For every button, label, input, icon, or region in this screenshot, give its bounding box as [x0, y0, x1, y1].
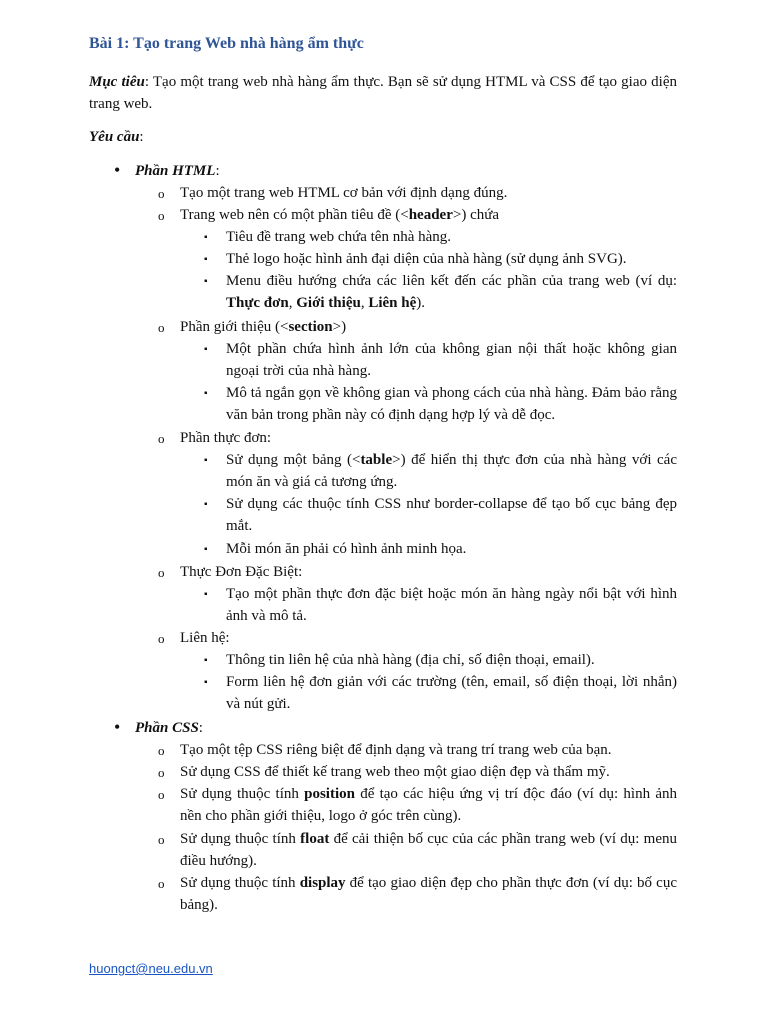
list-item: Một phần chứa hình ảnh lớn của không gian nội thất hoặc không gian ngoại trời của nhà hàng.	[226, 341, 677, 379]
bullet-icon: o	[158, 765, 165, 780]
list-item: Tạo một tệp CSS riêng biệt để định dạng và trang trí trang web của bạn.	[180, 742, 612, 758]
bullet-icon: ▪	[204, 589, 208, 600]
list-item: Thực Đơn Đặc Biệt:	[180, 564, 303, 580]
bullet-icon: ▪	[204, 499, 208, 510]
bullet-icon: ▪	[204, 677, 208, 688]
bullet-icon: •	[114, 717, 121, 737]
bullet-icon: o	[158, 787, 165, 802]
list-item: Trang web nên có một phần tiêu đề (<header>) chứa	[180, 207, 500, 223]
list-item: Tiêu đề trang web chứa tên nhà hàng.	[226, 229, 452, 245]
list-item: Menu điều hướng chứa các liên kết đến các phần của trang web (ví dụ: Thực đơn, Giới thiệu, Liên hệ).	[226, 273, 677, 311]
bullet-icon: ▪	[204, 232, 208, 243]
bullet-icon: o	[158, 320, 165, 335]
list-item: Sử dụng thuộc tính display để tạo giao diện đẹp cho phần thực đơn (ví dụ: bố cục bảng).	[180, 875, 677, 913]
html-section-heading: Phần HTML:	[135, 163, 220, 179]
requirements-heading: Yêu cầu:	[89, 129, 144, 145]
bullet-icon: ▪	[204, 655, 208, 666]
list-item: Tạo một trang web HTML cơ bản với định dạng đúng.	[180, 185, 508, 201]
bullet-icon: o	[158, 876, 165, 891]
list-item: Phần giới thiệu (<section>)	[180, 319, 347, 335]
bullet-icon: o	[158, 631, 165, 646]
list-item: Sử dụng CSS để thiết kế trang web theo một giao diện đẹp và thẩm mỹ.	[180, 764, 610, 780]
bullet-icon: •	[114, 160, 121, 180]
bullet-icon: o	[158, 208, 165, 223]
list-item: Liên hệ:	[180, 630, 230, 646]
objective-label: Mục tiêu	[89, 74, 145, 90]
list-item: Phần thực đơn:	[180, 430, 272, 446]
bullet-icon: o	[158, 565, 165, 580]
footer-email-link[interactable]: huongct@neu.edu.vn	[89, 961, 213, 976]
list-item: Form liên hệ đơn giản với các trường (tên, email, số điện thoại, lời nhắn) và nút gửi.	[226, 674, 677, 712]
list-item: Thông tin liên hệ của nhà hàng (địa chỉ, số điện thoại, email).	[226, 652, 595, 668]
bullet-icon: o	[158, 186, 165, 201]
objective-text: : Tạo một trang web nhà hàng ẩm thực. Bạn sẽ sử dụng HTML và CSS để tạo giao diện trang web.	[89, 74, 677, 112]
bullet-icon: o	[158, 832, 165, 847]
bullet-icon: ▪	[204, 544, 208, 555]
css-section-heading: Phần CSS:	[135, 720, 203, 736]
bullet-icon: ▪	[204, 388, 208, 399]
list-item: Sử dụng thuộc tính position để tạo các hiệu ứng vị trí độc đáo (ví dụ: hình ảnh nền cho phần giới thiệu, logo ở góc trên cùng).	[180, 786, 677, 824]
bullet-icon: o	[158, 743, 165, 758]
bullet-icon: ▪	[204, 455, 208, 466]
list-item: Sử dụng các thuộc tính CSS như border-collapse để tạo bố cục bảng đẹp mắt.	[226, 496, 677, 534]
list-item: Mỗi món ăn phải có hình ảnh minh họa.	[226, 541, 467, 557]
bullet-icon: ▪	[204, 254, 208, 265]
list-item: Thẻ logo hoặc hình ảnh đại diện của nhà hàng (sử dụng ảnh SVG).	[226, 251, 627, 267]
objective-paragraph	[89, 71, 677, 115]
bullet-icon: ▪	[204, 344, 208, 355]
list-item: Mô tả ngắn gọn về không gian và phong cách của nhà hàng. Đảm bảo rằng văn bản trong phần này có định dạng hợp lý và dễ đọc.	[226, 385, 677, 423]
page-title: Bài 1: Tạo trang Web nhà hàng ẩm thực	[89, 35, 364, 52]
list-item: Sử dụng một bảng (<table>) để hiển thị thực đơn của nhà hàng với các món ăn và giá cả tương ứng.	[226, 452, 677, 490]
bullet-icon: o	[158, 431, 165, 446]
requirements-label: Yêu cầu	[89, 129, 140, 145]
list-item: Tạo một phần thực đơn đặc biệt hoặc món ăn hàng ngày nổi bật với hình ảnh và mô tả.	[226, 586, 677, 624]
list-item: Sử dụng thuộc tính float để cải thiện bố cục của các phần trang web (ví dụ: menu điều hướng).	[180, 831, 677, 869]
bullet-icon: ▪	[204, 276, 208, 287]
